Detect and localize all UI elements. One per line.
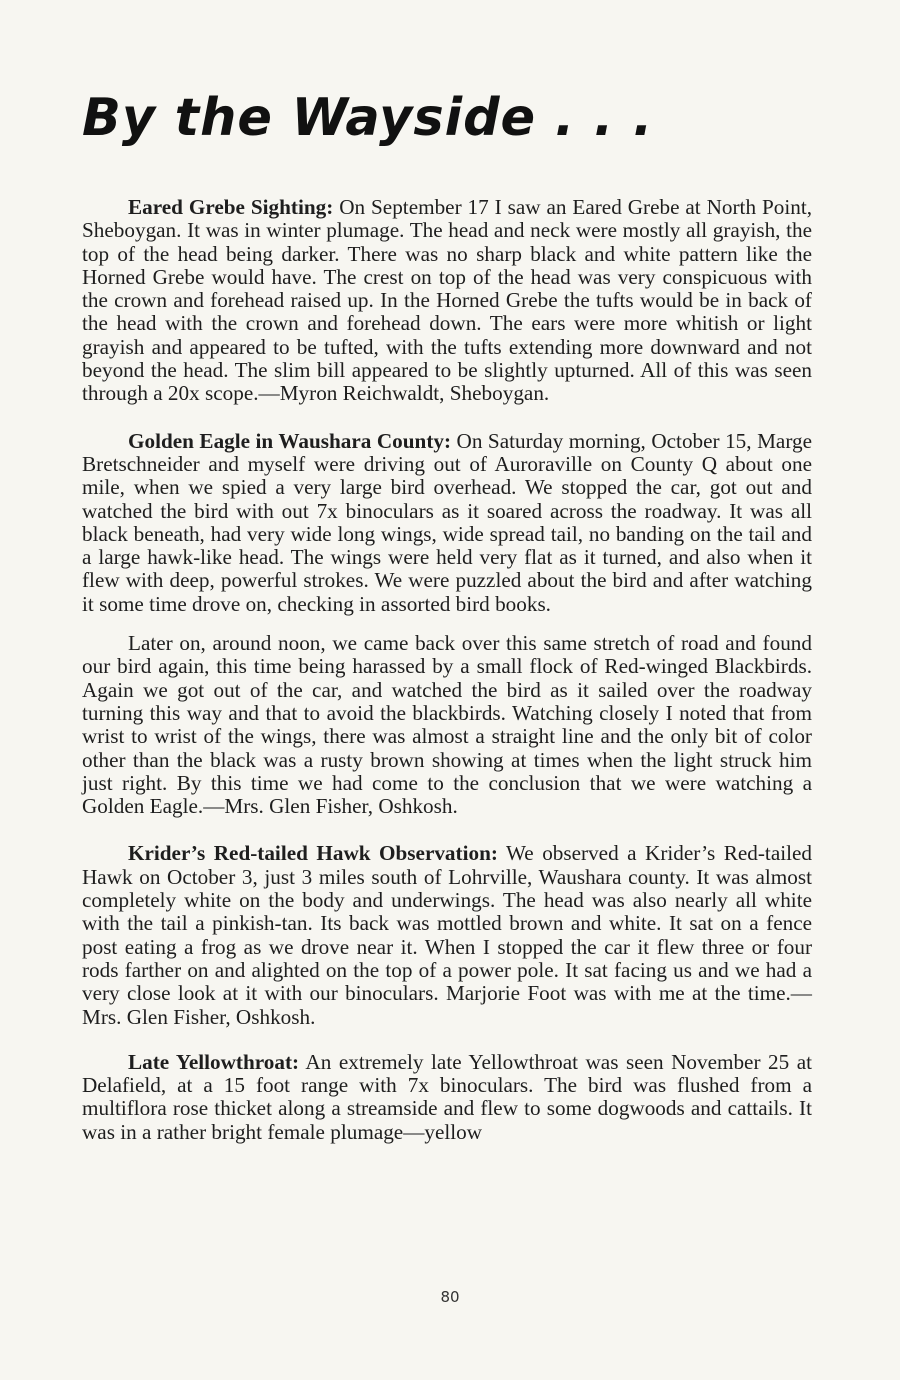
entry-text: We observed a Krider’s Red-tailed Hawk on October 3, just 3 miles south of Lohrville, Waushara county. It was almost completely white on the body and underwings. The head was also nearly all white with the tail a pinkish-tan. Its back was mottled brown and white. It sat on a fence post eating a frog as we drove near it. When I stopped the car it flew three or four rods farther on and alighted on the top of a power pole. It sat facing us and we had a very close look at it with our binoculars. Marjorie Foot was with me at the time.—Mrs. Glen Fisher, Oshkosh. [82, 841, 812, 1029]
entry-text: On September 17 I saw an Eared Grebe at North Point, Sheboygan. It was in winter plumage. The head and neck were mostly all grayish, the top of the head being darker. There was no sharp black and white pattern like the Horned Grebe would have. The crest on top of the head was very conspicuous with the crown and forehead raised up. In the Horned Grebe the tufts would be in back of the head with the crown and forehead down. The ears were more whitish or light grayish and appeared to be tufted, with the tufts extending more downward and not beyond the head. The slim bill appeared to be slightly upturned. All of this was seen through a 20x scope.—Myron Reichwaldt, Sheboygan. [82, 195, 812, 406]
entry-eared-grebe [82, 196, 812, 406]
article-body [82, 196, 812, 1144]
entry-title: Late Yellowthroat: [128, 1049, 300, 1074]
entry-title: Eared Grebe Sighting: [128, 195, 334, 219]
entry-text: An extremely late Yellowthroat was seen November 25 at Delafield, at a 15 foot range with 7x binoculars. The bird was flushed from a multiflora rose thicket along a streamside and flew to some dogwoods and cattails. It was in a rather bright female plumage—yellow [82, 1049, 812, 1144]
entry-golden-eagle [82, 430, 812, 616]
entry-golden-eagle-continued [82, 632, 812, 818]
entry-kriders-hawk [82, 842, 812, 1028]
entry-text: Later on, around noon, we came back over this same stretch of road and found our bird again, this time being harassed by a small flock of Red-winged Blackbirds. Again we got out of the car, and watched the bird as it sailed over the roadway turning this way and that to avoid the blackbirds. Watching closely I noted that from wrist to wrist of the wings, there was almost a straight line and the only bit of color other than the black was a rusty brown showing at times when the light struck him just right. By this time we had come to the conclusion that we were watching a Golden Eagle.—Mrs. Glen Fisher, Oshkosh. [82, 631, 812, 819]
page-heading: By the Wayside . . . [82, 88, 654, 148]
entry-title: Golden Eagle in Waushara County: [128, 428, 452, 453]
entry-title: Krider’s Red-tailed Hawk Observation: [128, 841, 498, 866]
entry-text: On Saturday morning, October 15, Marge Bretschneider and myself were driving out of Auroraville on County Q about one mile, when we spied a very large bird overhead. We stopped the car, got out and watched the bird with out 7x binoculars as it soared across the roadway. It was all black beneath, had very wide long wings, wide spread tail, no banding on the tail and a large hawk-like head. The wings were held very flat as it turned, and also when it flew with deep, powerful strokes. We were puzzled about the bird and after watching it some time drove on, checking in assorted bird books. [82, 428, 812, 616]
entry-late-yellowthroat [82, 1051, 812, 1144]
page-number: 80 [440, 1288, 460, 1306]
